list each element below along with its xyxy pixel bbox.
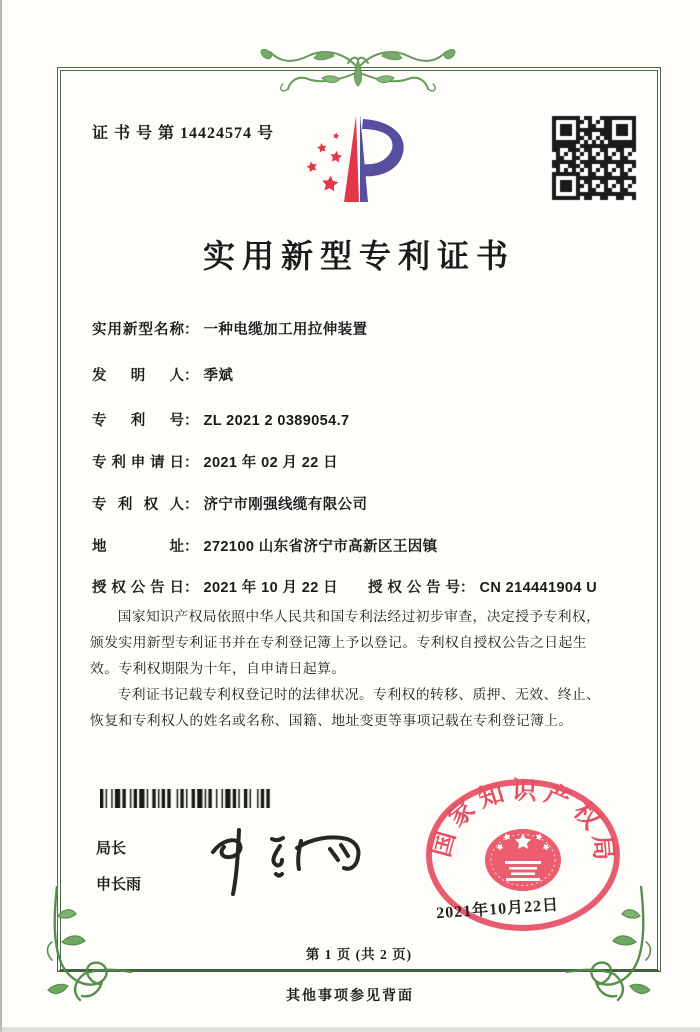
field-colon: ： xyxy=(184,497,199,513)
field-row-patent-number xyxy=(92,409,632,430)
signatory-block xyxy=(96,831,141,903)
field-row-patentee xyxy=(92,493,632,514)
field-label: 授权公告日 xyxy=(92,580,184,596)
qr-code xyxy=(548,112,640,204)
field-colon: ： xyxy=(184,580,199,596)
field-row-grant-date xyxy=(92,576,632,597)
legal-notice xyxy=(90,604,614,734)
field-label: 专利申请日 xyxy=(92,455,184,471)
field-row-filing-date xyxy=(92,451,632,472)
cnipa-logo-icon xyxy=(296,110,420,210)
field-label: 授权公告号 xyxy=(368,580,460,596)
field-value: 2021 年 10 月 22 日 xyxy=(203,580,339,596)
field-row-inventor xyxy=(92,364,632,385)
notice-paragraph-2: 专利证书记载专利权登记时的法律状况。专利权的转移、质押、无效、终止、恢复和专利权人的姓名或名称、国籍、地址变更等事项记载在专利登记簿上。 xyxy=(90,687,601,728)
scan-edge-bottom xyxy=(0,1027,700,1032)
barcode-canvas xyxy=(100,789,272,808)
national-emblem-icon xyxy=(485,829,561,891)
field-value: 一种电缆加工用拉伸装置 xyxy=(203,322,368,338)
page-number: 第 1 页 (共 2 页) xyxy=(305,947,413,962)
field-label: 专利权人 xyxy=(92,497,184,513)
seal-arc-text: 国家知识产权局 xyxy=(428,777,618,868)
signatory-title: 局长 xyxy=(96,840,127,857)
qr-code-canvas xyxy=(548,112,640,204)
seal-date: 2021年10月22日 xyxy=(435,896,560,923)
signatory-name: 申长雨 xyxy=(96,876,142,893)
field-colon: ： xyxy=(184,413,199,429)
notice-paragraph-1: 国家知识产权局依照中华人民共和国专利法经过初步审查，决定授予专利权，颁发实用新型专利证书并在专利登记簿上予以登记。专利权自授权公告之日起生效。专利权期限为十年，自申请日起算。 xyxy=(90,609,601,676)
field-value: 季斌 xyxy=(203,368,234,384)
handwritten-signature-icon xyxy=(185,808,385,908)
certificate-number: 证 书 号 第 14424574 号 xyxy=(92,125,275,142)
field-colon: ： xyxy=(184,368,199,384)
field-colon: ： xyxy=(184,322,199,338)
field-label: 专利号 xyxy=(92,413,184,429)
field-label: 实用新型名称 xyxy=(92,322,184,338)
field-colon: ： xyxy=(184,539,199,555)
field-value: 济宁市刚强线缆有限公司 xyxy=(203,497,368,513)
field-pair-grant-number xyxy=(368,576,597,597)
back-side-note: 其他事项参见背面 xyxy=(286,989,414,1004)
field-value: 2021 年 02 月 22 日 xyxy=(203,455,339,471)
field-label: 发明人 xyxy=(92,368,184,384)
field-row-invention-name xyxy=(92,318,632,339)
field-colon: ： xyxy=(460,580,475,596)
field-label: 地址 xyxy=(92,539,184,555)
field-row-address xyxy=(92,535,632,556)
field-value: CN 214441904 U xyxy=(479,580,598,596)
certificate-title: 实用新型专利证书 xyxy=(202,238,515,274)
scan-edge-left xyxy=(0,0,2,1032)
field-value: 272100 山东省济宁市高新区王因镇 xyxy=(203,539,438,555)
barcode xyxy=(100,789,272,808)
field-value: ZL 2021 2 0389054.7 xyxy=(203,413,350,429)
field-colon: ： xyxy=(184,455,199,471)
